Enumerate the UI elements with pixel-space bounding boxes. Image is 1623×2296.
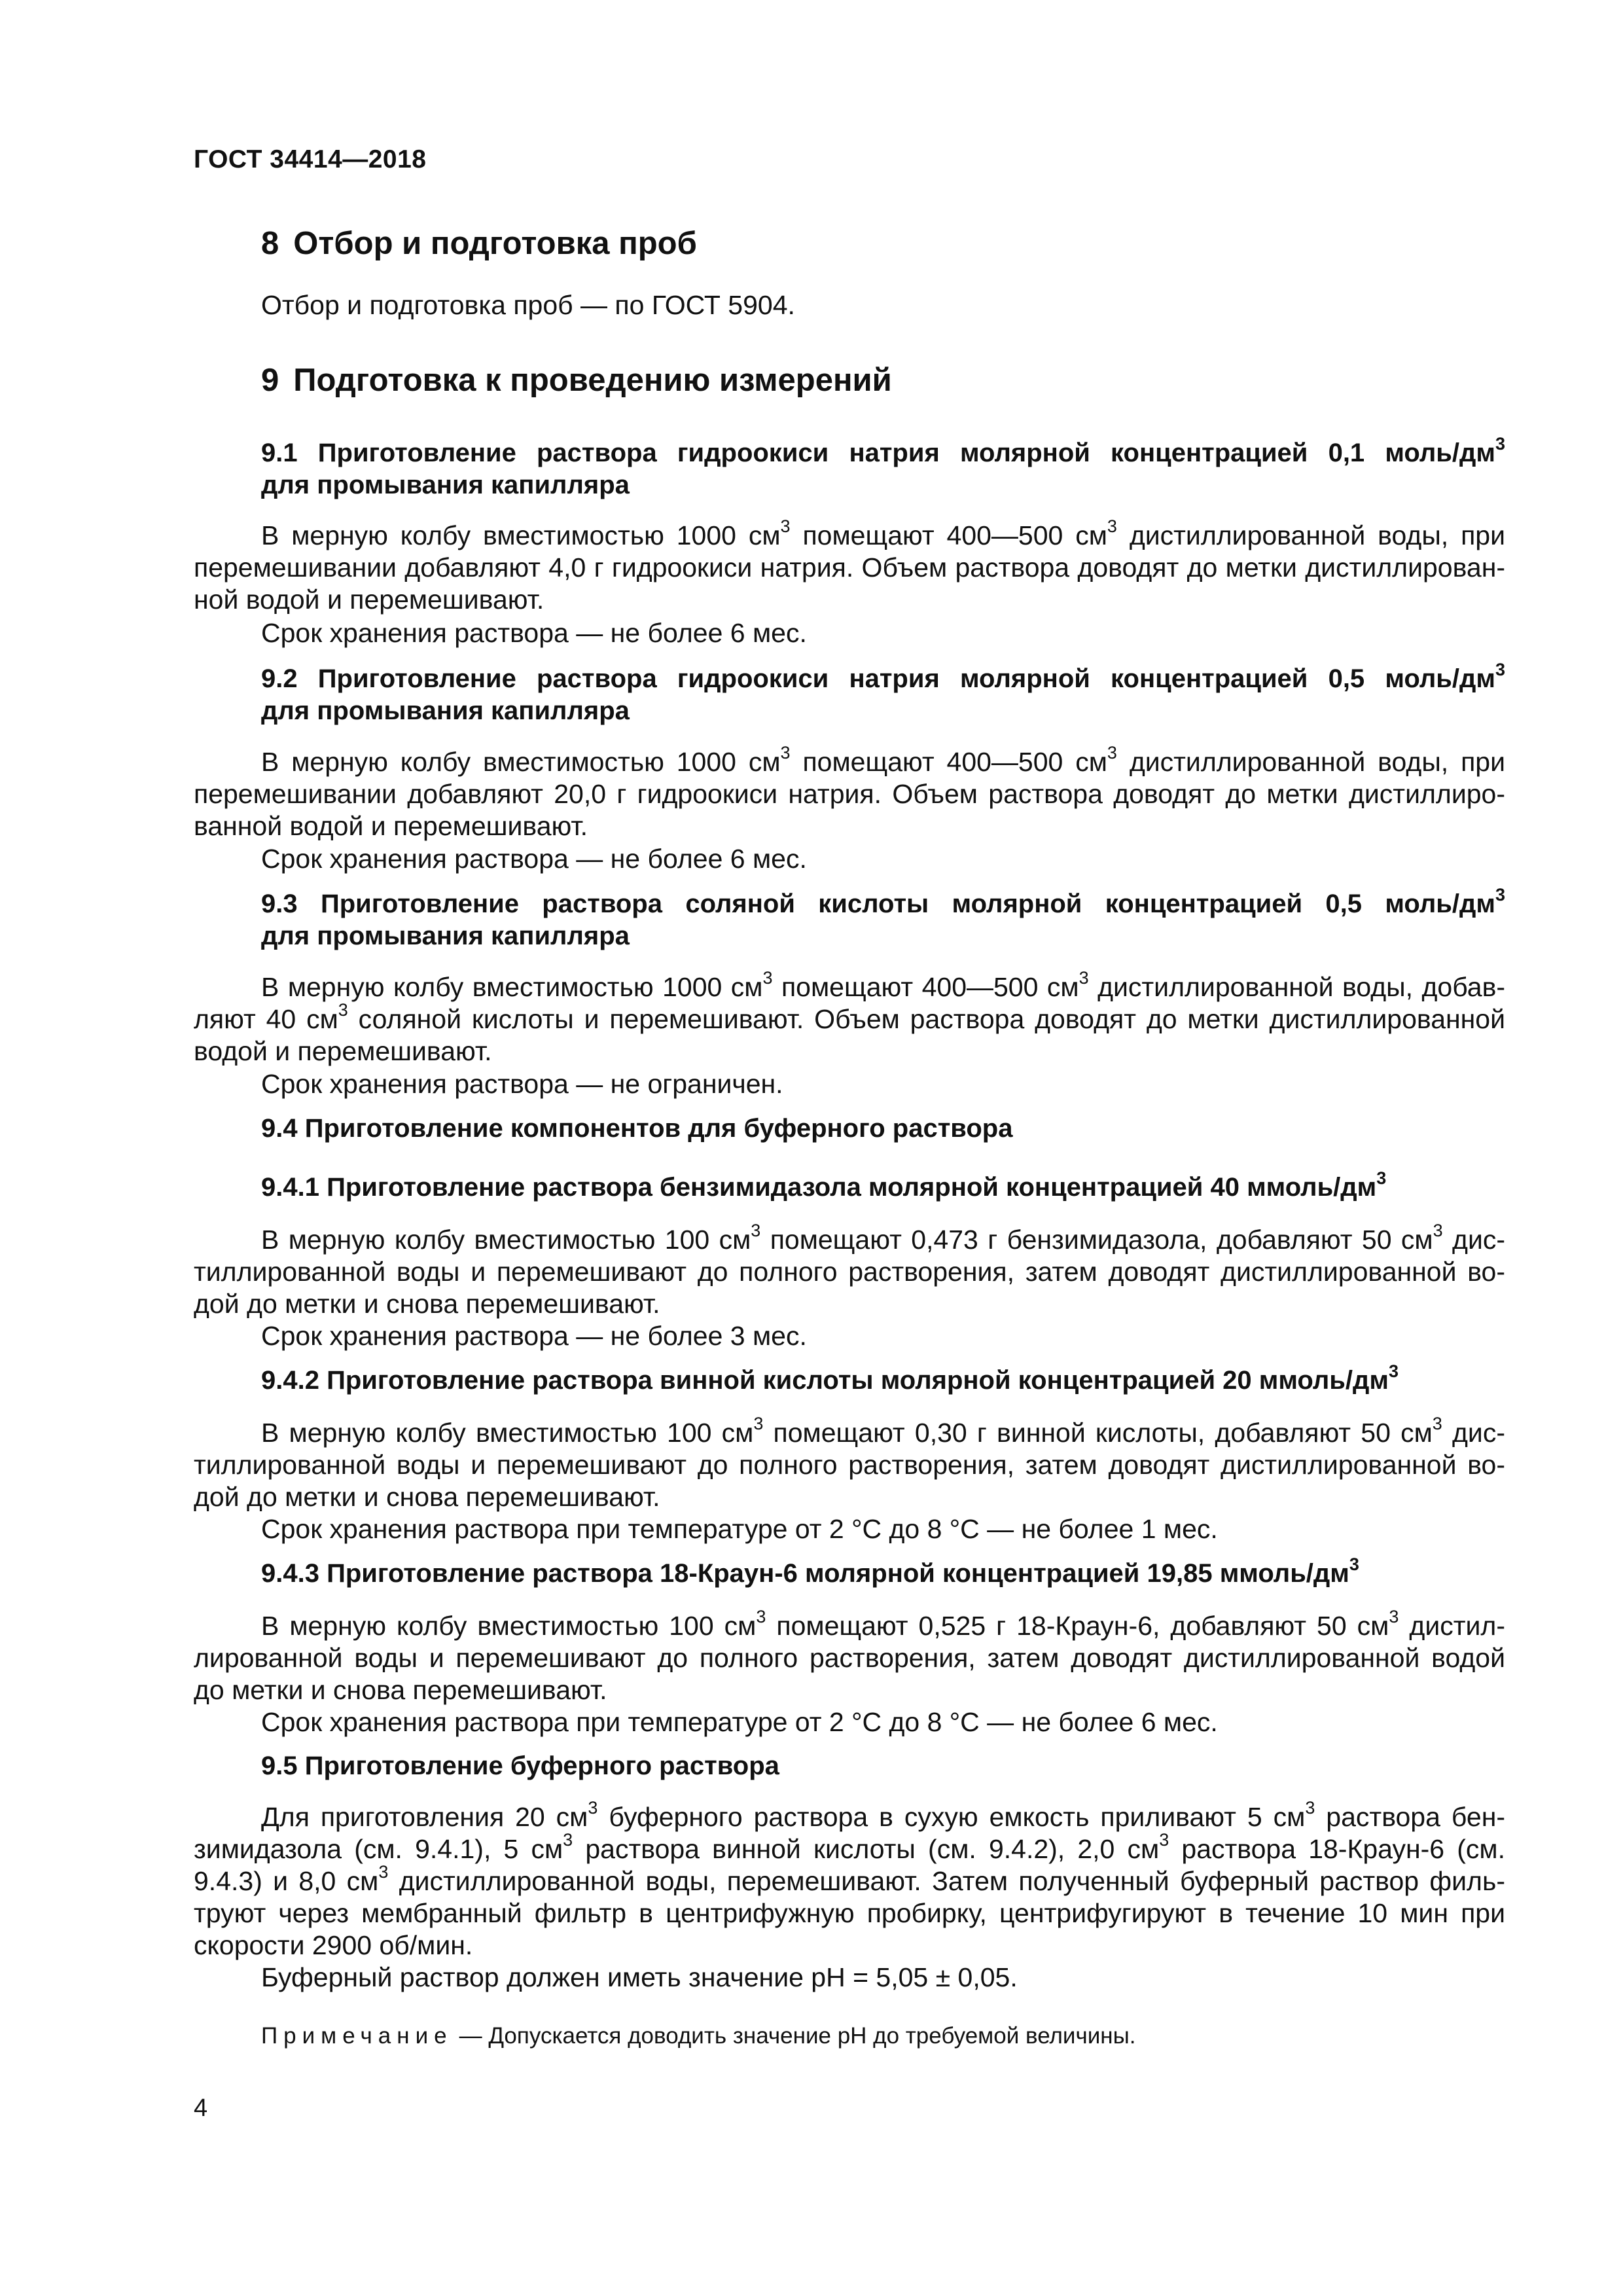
subsection-9-4-3-paragraph: В мерную колбу вместимостью 100 $см^3$ помещают 0,525 г 18-Краун-6, добавляют 50 $см^3$ дистил- лированной воды и перемешивают до полного растворения, затем доводят дистиллированной водой до метки и снова перемешивают. bbox=[194, 1607, 1505, 1705]
subsection-9-3-heading: 9.3 Приготовление раствора соляной кислоты молярной концентрацией 0,5 моль/$дм^3$ для промывания капилляра bbox=[261, 884, 1505, 950]
subsection-9-2-heading: 9.2 Приготовление раствора гидроокиси натрия молярной концентрацией 0,5 моль/$дм^3$ для промывания капилляра bbox=[261, 659, 1505, 725]
subsection-9-4-2-paragraph: В мерную колбу вместимостью 100 $см^3$ помещают 0,30 г винной кислоты, добавляют 50 $см^3$ дис- тиллированной воды и перемешивают до полного растворения, затем доводят дистиллированной во- дой до метки и снова перемешивают. bbox=[194, 1414, 1505, 1512]
subsection-9-4-1-paragraph: В мерную колбу вместимостью 100 $см^3$ помещают 0,473 г бензимидазола, добавляют 50 $см^3$ дис- тиллированной воды и перемешивают до полного растворения, затем доводят дистиллированной во- дой до метки и снова перемешивают. bbox=[194, 1221, 1505, 1319]
subsection-9-3-paragraph: В мерную колбу вместимостью 1000 $см^3$ помещают 400—500 $см^3$ дистиллированной воды, добав- ляют 40 $см^3$ соляной кислоты и перемешивают. Объем раствора доводят до метки дистиллированной водой и перемешивают. bbox=[194, 968, 1506, 1066]
page-number: 4 bbox=[194, 2094, 208, 2122]
note-label: Примечание bbox=[261, 2023, 453, 2049]
subsection-9-4-3-storage: Срок хранения раствора при температуре от 2 °С до 8 °С — не более 6 мес. bbox=[261, 1707, 1218, 1737]
subsection-9-1-heading: 9.1 Приготовление раствора гидроокиси натрия молярной концентрацией 0,1 моль/$дм^3$ для промывания капилляра bbox=[261, 433, 1505, 499]
subsection-9-2-storage: Срок хранения раствора — не более 6 мес. bbox=[261, 844, 807, 874]
note-text: — Допускается доводить значение рН до требуемой величины. bbox=[459, 2023, 1136, 2049]
subsection-9-1-paragraph: В мерную колбу вместимостью 1000 $см^3$ помещают 400—500 $см^3$ дистиллированной воды, при перемешивании добавляют 4,0 г гидроокиси натрия. Объем раствора доводят до метки дистиллирован- ной водой и перемешивают. bbox=[194, 516, 1505, 615]
subsection-9-4-3-heading: 9.4.3 Приготовление раствора 18-Краун-6 молярной концентрацией 19,85 ммоль/$дм^3$ bbox=[261, 1554, 1359, 1588]
subsection-9-5-heading: 9.5 Приготовление буферного раствора bbox=[261, 1751, 779, 1780]
subsection-9-4-heading: 9.4 Приготовление компонентов для буферного раствора bbox=[261, 1114, 1013, 1143]
section-8-text: Отбор и подготовка проб — по ГОСТ 5904. bbox=[261, 290, 795, 320]
subsection-9-1-storage: Срок хранения раствора — не более 6 мес. bbox=[261, 618, 807, 648]
document-header: ГОСТ 34414—2018 bbox=[194, 145, 427, 173]
subsection-9-4-2-heading: 9.4.2 Приготовление раствора винной кислоты молярной концентрацией 20 ммоль/$дм^3$ bbox=[261, 1361, 1399, 1395]
note bbox=[261, 2023, 1135, 2049]
subsection-9-3-storage: Срок хранения раствора — не ограничен. bbox=[261, 1069, 783, 1099]
section-8-title: 8 Отбор и подготовка проб bbox=[261, 226, 697, 261]
subsection-9-5-paragraph: Для приготовления 20 $см^3$ буферного раствора в сухую емкость приливают 5 $см^3$ раствора бен- зимидазола (см. 9.4.1), 5 $см^3$ раствора винной кислоты (см. 9.4.2), 2,0 $см^3$ раствора 18-Краун-6 (см. 9.4.3) и 8,0 $см^3$ дистиллированной воды, перемешивают. Затем полученный буферный раствор филь- труют через мембранный фильтр в центрифужную пробирку, центрифугируют в течение 10 мин при скорости 2900 об/мин. bbox=[194, 1798, 1505, 1960]
subsection-9-4-1-heading: 9.4.1 Приготовление раствора бензимидазола молярной концентрацией 40 ммоль/$дм^3$ bbox=[261, 1168, 1387, 1202]
subsection-9-4-2-storage: Срок хранения раствора при температуре от 2 °С до 8 °С — не более 1 мес. bbox=[261, 1514, 1218, 1544]
subsection-9-5-ph: Буферный раствор должен иметь значение рН = 5,05 ± 0,05. bbox=[261, 1962, 1018, 1992]
subsection-9-4-1-storage: Срок хранения раствора — не более 3 мес. bbox=[261, 1321, 807, 1351]
section-9-title: 9 Подготовка к проведению измерений bbox=[261, 363, 892, 398]
subsection-9-2-paragraph: В мерную колбу вместимостью 1000 $см^3$ помещают 400—500 $см^3$ дистиллированной воды, при перемешивании добавляют 20,0 г гидроокиси натрия. Объем раствора доводят до метки дистиллиро- ванной водой и перемешивают. bbox=[194, 743, 1505, 841]
